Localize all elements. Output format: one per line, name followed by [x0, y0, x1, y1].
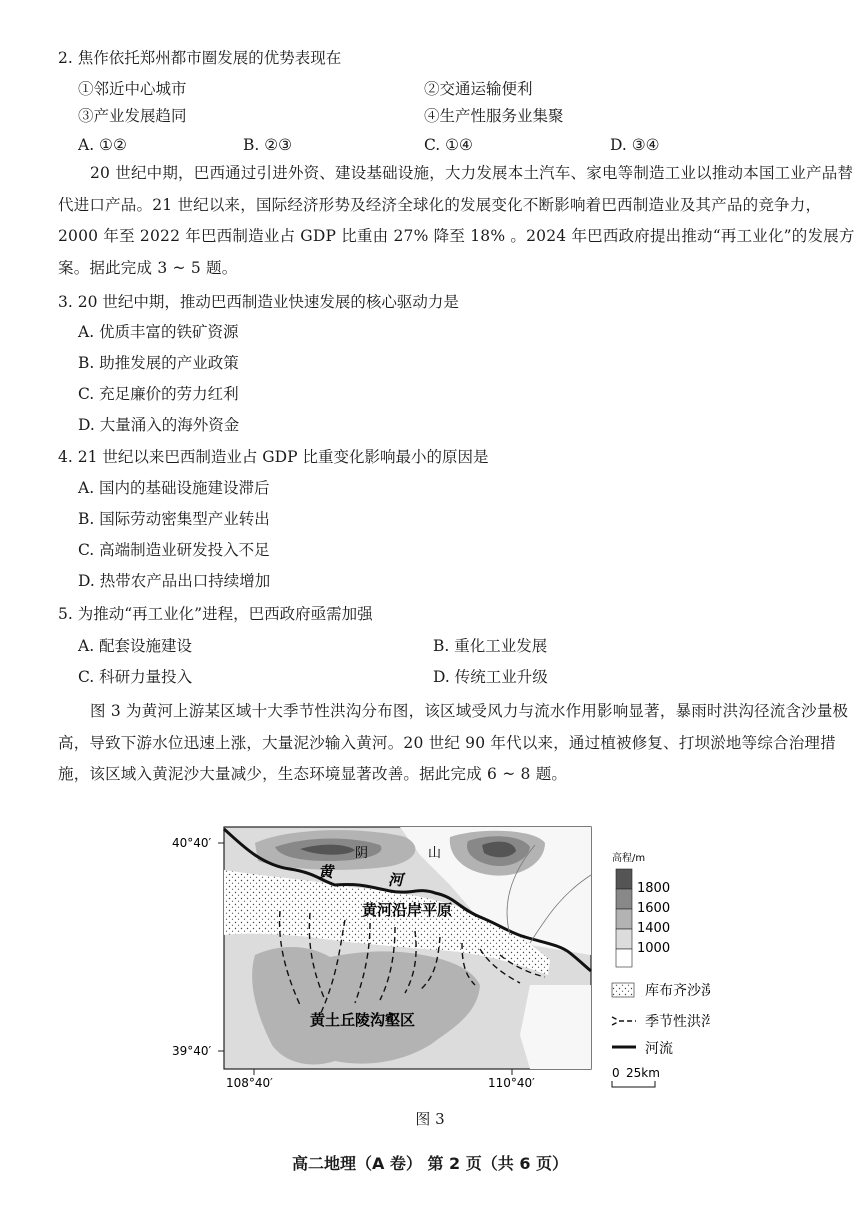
legend-elev-title: 高程/m — [612, 853, 646, 864]
q2-item-2: ②交通运输便利 — [424, 80, 533, 98]
q5-option-c: C. 科研力量投入 — [78, 668, 193, 686]
q2-item-3: ③产业发展趋同 — [78, 107, 187, 125]
passage-yellow-river: 图 3 为黄河上游某区域十大季节性洪沟分布图，该区域受风力与流水作用影响显著，暴雨时洪沟径流含沙量极高，导致下游水位迅速上涨，大量泥沙输入黄河。20 世纪 90 年代以来，通过植被修复、打坝淤地等综合治理措施，该区域入黄泥沙大量减少，生态环境显著改善。据此完成 6 ~ 8 题。 — [58, 702, 849, 783]
q3-option-a: A. 优质丰富的铁矿资源 — [78, 323, 239, 341]
q2-option-c: C. ①④ — [424, 136, 473, 154]
figure-3-map — [150, 825, 710, 1100]
q4-option-c: C. 高端制造业研发投入不足 — [78, 541, 270, 559]
q5-stem: 5. 为推动“再工业化”进程，巴西政府亟需加强 — [58, 605, 373, 623]
passage-brazil: 20 世纪中期，巴西通过引进外资、建设基础设施，大力发展本土汽车、家电等制造工业以推动本国工业产品替代进口产品。21 世纪以来，国际经济形势及经济全球化的发展变化不断影响着巴西制造业及其产品的竞争力，2000 年至 2022 年巴西制造业占 GDP 比重由 27% 降至 18% 。2024 年巴西政府提出推动“再工业化”的发展方案。据此完成 3 ~ 5 题。 — [58, 164, 855, 277]
q4-option-b: B. 国际劳动密集型产业转出 — [78, 510, 270, 528]
lon-right: 110°40′ — [488, 1076, 535, 1090]
lat-bottom: 39°40′ — [172, 1044, 212, 1058]
q4-stem: 4. 21 世纪以来巴西制造业占 GDP 比重变化影响最小的原因是 — [58, 448, 489, 466]
q2-stem: 2. 焦作依托郑州都市圈发展的优势表现在 — [58, 49, 342, 67]
figure-caption: 图 3 — [415, 1110, 445, 1128]
legend-elev-1800: 1800 — [637, 881, 671, 896]
label-yin: 阴 — [355, 846, 369, 861]
q4-option-a: A. 国内的基础设施建设滞后 — [78, 479, 270, 497]
label-hills: 黄土丘陵沟壑区 — [310, 1011, 416, 1029]
legend-elev-1600: 1600 — [637, 901, 671, 916]
label-shan: 山 — [428, 846, 442, 861]
symbol-legend — [612, 983, 710, 1087]
page-footer: 高二地理（A 卷） 第 2 页（共 6 页） — [291, 1154, 569, 1173]
q4-option-d: D. 热带农产品出口持续增加 — [78, 572, 271, 590]
q2-option-a: A. ①② — [78, 136, 127, 154]
legend-river: 河流 — [645, 1041, 673, 1057]
map-svg — [150, 825, 710, 1100]
q5-option-a: A. 配套设施建设 — [78, 637, 193, 655]
label-plain: 黄河沿岸平原 — [362, 901, 453, 919]
legend-elev-1000: 1000 — [637, 941, 671, 956]
legend-desert: 库布齐沙漠 — [645, 983, 710, 999]
legend-elev-1400: 1400 — [637, 921, 671, 936]
q5-option-d: D. 传统工业升级 — [433, 668, 548, 686]
scale-distance: 25km — [626, 1066, 660, 1080]
elevation-legend — [612, 851, 670, 967]
q2-option-d: D. ③④ — [610, 136, 660, 154]
scale-bar — [612, 1081, 655, 1087]
label-river-huang: 黄 — [318, 863, 334, 881]
legend-gully: 季节性洪沟 — [645, 1014, 710, 1030]
scale-zero: 0 — [612, 1066, 620, 1080]
q3-option-c: C. 充足廉价的劳力红利 — [78, 385, 239, 403]
lat-top: 40°40′ — [172, 836, 212, 850]
q5-option-b: B. 重化工业发展 — [433, 637, 548, 655]
label-river-he: 河 — [388, 871, 404, 889]
q2-item-1: ①邻近中心城市 — [78, 80, 187, 98]
lon-left: 108°40′ — [226, 1076, 273, 1090]
q3-option-d: D. 大量涌入的海外资金 — [78, 416, 240, 434]
q3-stem: 3. 20 世纪中期，推动巴西制造业快速发展的核心驱动力是 — [58, 293, 459, 311]
q3-option-b: B. 助推发展的产业政策 — [78, 354, 239, 372]
q2-option-b: B. ②③ — [243, 136, 293, 154]
q2-item-4: ④生产性服务业集聚 — [424, 107, 564, 125]
lowland-area-right — [520, 985, 591, 1069]
